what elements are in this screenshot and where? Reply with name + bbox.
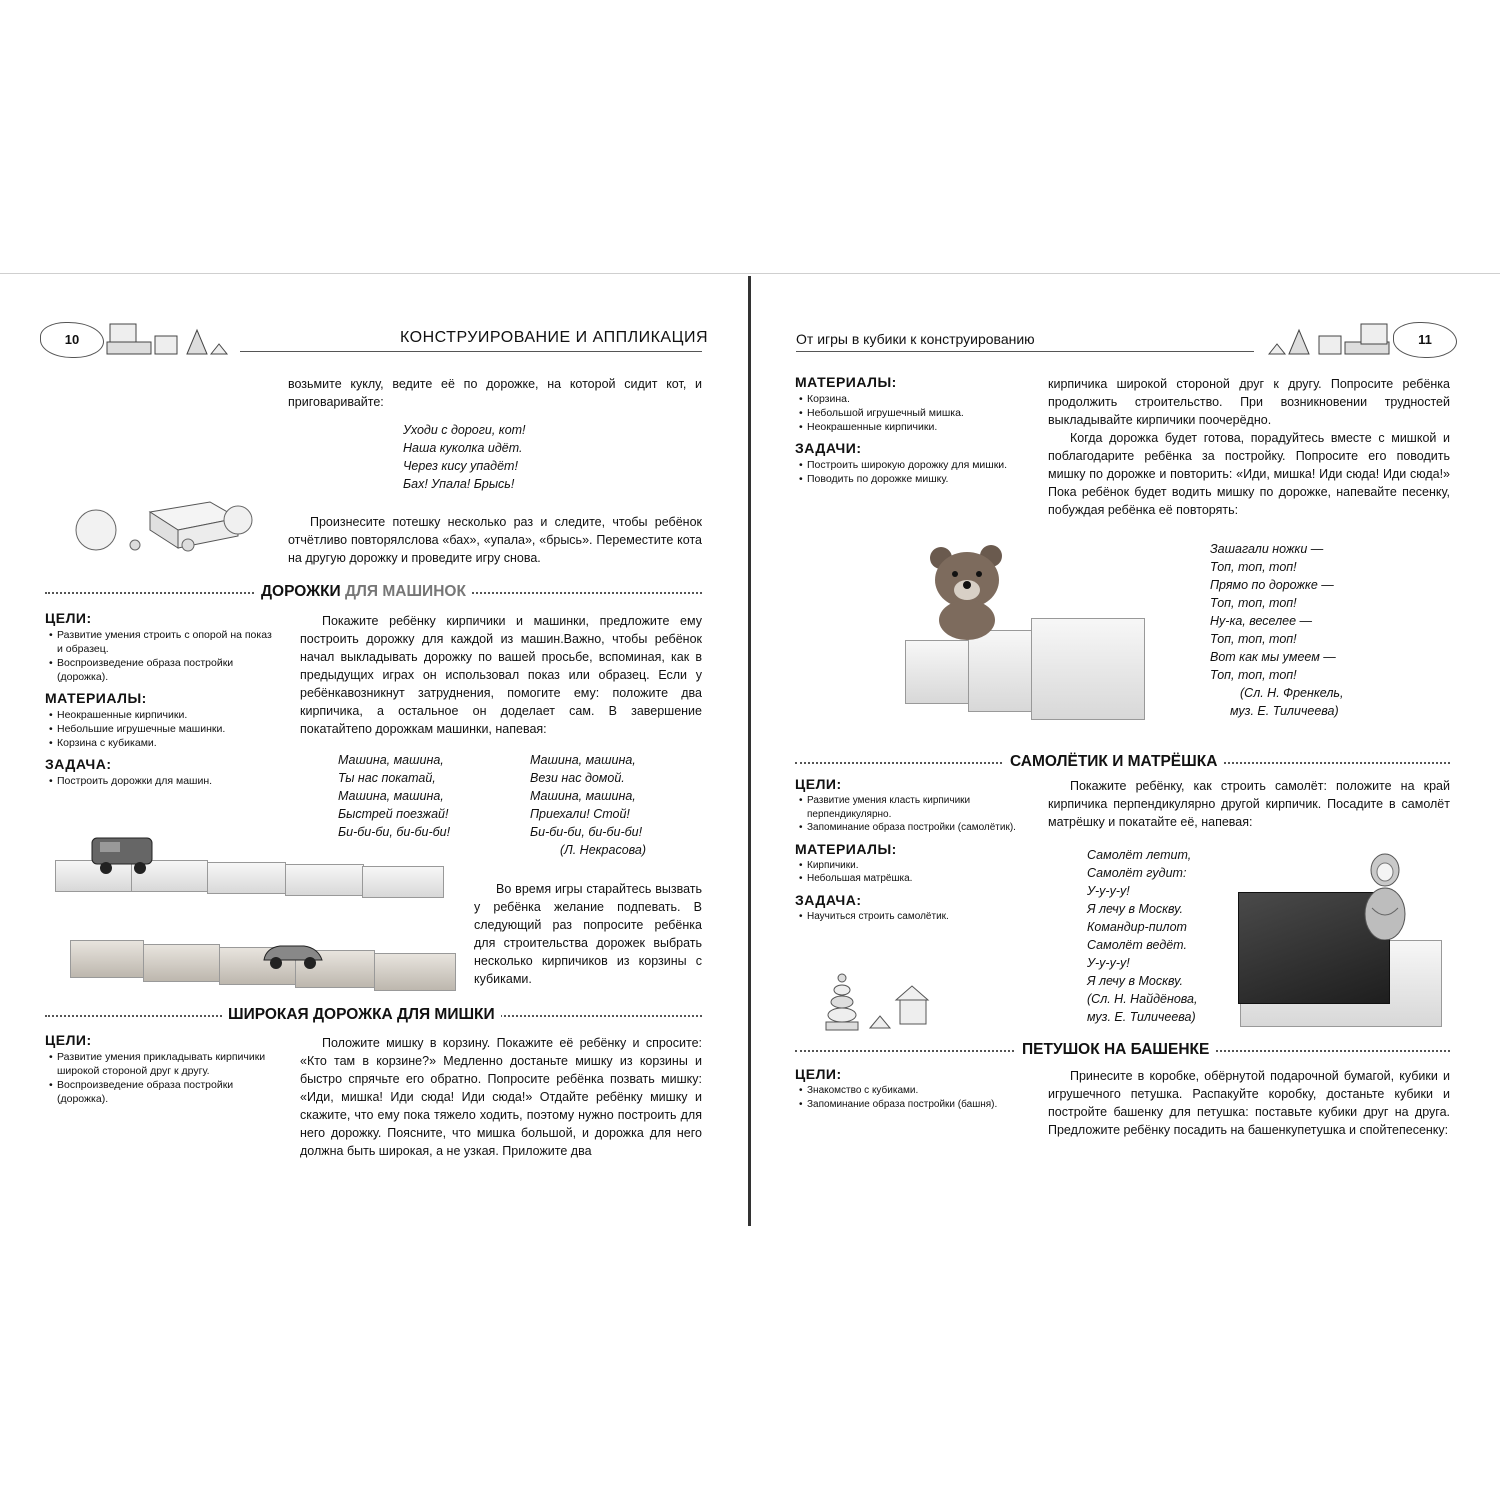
- list-item: • Запоминание образа постройки (самолётик).: [807, 821, 1020, 835]
- wide-road-text: [300, 1034, 702, 1160]
- balls-box-illustration: [60, 490, 260, 560]
- header-rule-left: [240, 351, 702, 352]
- list-item: • Воспроизведение образа постройки (дорожка).: [57, 1078, 275, 1106]
- poem-line: Машина, машина,: [530, 753, 636, 767]
- poem-line: Топ, топ, топ!: [1210, 560, 1297, 574]
- bear-poem: [1210, 540, 1343, 720]
- poem-credit: (Сл. Н. Френкель,: [1240, 686, 1344, 700]
- brick: [374, 953, 456, 991]
- list-item: • Построить дорожки для машин.: [57, 774, 275, 788]
- intro-paragraph: возьмите куклу, ведите её по дорожке, на которой сидит кот, и приговаривайте:: [288, 377, 702, 409]
- airplane-text: [1048, 777, 1450, 831]
- poem-line: Самолёт ведёт.: [1087, 938, 1187, 952]
- section-title-roads-for-cars: [255, 583, 472, 601]
- poem-line: Я лечу в Москву.: [1087, 974, 1183, 988]
- list-item: • Корзина с кубиками.: [57, 736, 275, 750]
- toy-car: [260, 938, 326, 972]
- list-item: • Научиться строить самолётик.: [807, 910, 1020, 924]
- poem-line: Би-би-би, би-би-би!: [530, 825, 643, 839]
- bear-text: [1048, 375, 1450, 519]
- intro-paragraph-2: Произнесите потешку несколько раз и следите, чтобы ребёнок отчётливо повторялслова «бах», «упала», «брысь». Переместите кота на другую дорожку и проведите игру снова.: [288, 515, 702, 565]
- rooster-text: [1048, 1067, 1450, 1139]
- blocks-illustration-header-left: [105, 318, 235, 360]
- list-item: • Развитие умения прикладывать кирпичики широкой стороной друг к другу.: [57, 1050, 275, 1078]
- poem-credit: (Л. Некрасова): [560, 843, 647, 857]
- list-item: • Построить широкую дорожку для мишки.: [807, 458, 1020, 472]
- list-item: • Поводить по дорожке мишку.: [807, 472, 1020, 486]
- section-title-part-light: ДЛЯ МАШИНОК: [345, 583, 466, 600]
- brick: [1031, 618, 1145, 720]
- sidebar-bear: [795, 368, 1020, 486]
- intro-text-block: [288, 375, 702, 411]
- list-item: • Развитие умения строить с опорой на показ и образец.: [57, 628, 275, 656]
- paragraph: Положите мишку в корзину. Покажите её ребёнку и спросите: «Кто там в корзине?» Медленно достаньте мишку из корзины и быстро спрячьте его обратно. Попросите ребёнка позвать мишку: «Иди, мишка! Иди сюда! Иди сюда!» Отдайте ребёнку мишку и скажите, что ему пока тяжело ходить, поэтому нужно построить для него дорожку. Поясните, что мишка большой, и дорожка для него должна быть широкая, а не узкая. Приложите два: [300, 1036, 702, 1158]
- list-item: • Запоминание образа постройки (башня).: [807, 1098, 1020, 1112]
- materials-label: МАТЕРИАЛЫ:: [795, 840, 897, 857]
- poem-line: Ну-ка, веселее —: [1210, 614, 1313, 628]
- list-item: • Небольшие игрушечные машинки.: [57, 722, 275, 736]
- list-item: • Неокрашенные кирпичики.: [807, 420, 1020, 434]
- poem-line: Я лечу в Москву.: [1087, 902, 1183, 916]
- list-item: • Небольшая матрёшка.: [807, 872, 1020, 886]
- paragraph: Покажите ребёнку, как строить самолёт: положите на край кирпичика перпендикулярно другой кирпичик. Посадите в самолёт матрёшку и покатайте её, напевая:: [1048, 779, 1450, 829]
- list-item: • Небольшой игрушечный мишка.: [807, 406, 1020, 420]
- running-title-left: КОНСТРУИРОВАНИЕ И АППЛИКАЦИЯ: [400, 329, 708, 346]
- toy-bear: [925, 540, 1011, 640]
- page-number-right: 11: [1393, 322, 1457, 358]
- poem-line: Би-би-би, би-би-би!: [338, 825, 451, 839]
- list-item: • Воспроизведение образа постройки (дорожка).: [57, 656, 275, 684]
- paragraph: Во время игры старайтесь вызвать у ребёнка желание подпевать. В следующий раз попросите ребёнка для строительства дорожек выбрать несколько кирпичиков из корзины с кубиками.: [474, 882, 702, 986]
- poem-line: Машина, машина,: [338, 789, 444, 803]
- poem-line: Машина, машина,: [338, 753, 444, 767]
- list-item: • Знакомство с кубиками.: [807, 1084, 1020, 1098]
- list-item: • Неокрашенные кирпичики.: [57, 708, 275, 722]
- sidebar-rooster: [795, 1060, 1020, 1111]
- section-title-airplane-and-matryoshka: САМОЛЁТИК И МАТРЁШКА: [1004, 753, 1223, 771]
- intro-text-block-2: [288, 513, 702, 567]
- poem-line: Топ, топ, топ!: [1210, 596, 1297, 610]
- brick: [143, 944, 220, 982]
- brick: [968, 630, 1032, 712]
- brick: [905, 640, 969, 704]
- book-spine: [748, 276, 751, 1226]
- task-label: ЗАДАЧА:: [795, 891, 862, 908]
- poem-line: Зашагали ножки —: [1210, 542, 1324, 556]
- poem-credit: (Сл. Н. Найдёнова,: [1087, 992, 1198, 1006]
- poem-line: Топ, топ, топ!: [1210, 632, 1297, 646]
- running-title-right: От игры в кубики к конструированию: [796, 331, 1035, 347]
- brick: [362, 866, 444, 898]
- goals-label: ЦЕЛИ:: [795, 776, 842, 792]
- brick: [207, 862, 286, 894]
- poem-line: У-у-у-у!: [1087, 956, 1130, 970]
- list-item: • Кирпичики.: [807, 859, 1020, 873]
- poem-line: Топ, топ, топ!: [1210, 668, 1297, 682]
- airplane-poem: [1087, 846, 1197, 1026]
- matryoshka-doll: [1362, 850, 1408, 940]
- poem-line: Ты нас покатай,: [338, 771, 436, 785]
- section-title-wide-road-for-bear: ШИРОКАЯ ДОРОЖКА ДЛЯ МИШКИ: [222, 1006, 501, 1024]
- intro-poem: [403, 421, 526, 493]
- roads-for-cars-text: [300, 612, 702, 738]
- header-rule-right: [796, 351, 1254, 352]
- poem-line: У-у-у-у!: [1087, 884, 1130, 898]
- paragraph: Когда дорожка будет готова, порадуйтесь вместе с мишкой и поблагодарите ребёнка за постройку. Попросите его поводить мишку по дорожке и повторить: «Иди, мишка! Иди сюда! Иди сюда!» Пока ребёнок будет водить мишку по дорожке, напевайте песенку, побуждая ребёнка её повторять:: [1048, 431, 1450, 517]
- materials-label: МАТЕРИАЛЫ:: [45, 690, 147, 706]
- page-top-edge: [0, 273, 1500, 274]
- poem-line: Вот как мы умеем —: [1210, 650, 1336, 664]
- goals-label: ЦЕЛИ:: [795, 1066, 842, 1082]
- toy-truck: [88, 832, 160, 876]
- poem-line: Быстрей поезжай!: [338, 807, 449, 821]
- poem-line: Через кису упадёт!: [403, 459, 518, 473]
- paragraph: Принесите в коробке, обёрнутой подарочной бумагой, кубики и игрушечного петушка. Распакуйте коробку, достаньте кубики и постройте башенку для петушка: поставьте кубики друг на друга. Предложите ребёнку посадить на башенкупетушка и спойтепесенку:: [1048, 1069, 1450, 1137]
- cars-poem-right: [530, 751, 646, 859]
- poem-credit: муз. Е. Тиличеева): [1230, 704, 1339, 718]
- roads-for-cars-text-2: [474, 880, 702, 988]
- sidebar-wide-road: [45, 1026, 275, 1106]
- section-title-rooster-on-tower: ПЕТУШОК НА БАШЕНКЕ: [1016, 1041, 1215, 1059]
- brick: [285, 864, 364, 896]
- materials-label: МАТЕРИАЛЫ:: [795, 374, 897, 390]
- poem-line: Наша куколка идёт.: [403, 441, 523, 455]
- paragraph: Покажите ребёнку кирпичики и машинки, предложите ему построить дорожку для каждой из машин.Важно, чтобы ребёнок начал выкладывать дорожку по вашей просьбе, вспоминая, как в предыдущих играх он использовал показ или образец. Если у ребёнкавозникнут затруднения, помогите ему: положите два кирпичика, а остальное он доделает сам. В завершение покатайтепо дорожкам машинки, напевая:: [300, 614, 702, 736]
- task-label: ЗАДАЧА:: [45, 756, 112, 772]
- poem-credit: муз. Е. Тиличеева): [1087, 1010, 1196, 1024]
- poem-line: Бах! Упала! Брысь!: [403, 477, 515, 491]
- poem-line: Вези нас домой.: [530, 771, 625, 785]
- list-item: • Развитие умения класть кирпичики перпендикулярно.: [807, 794, 1020, 821]
- brick: [70, 940, 144, 978]
- poem-line: Самолёт летит,: [1087, 848, 1192, 862]
- poem-line: Самолёт гудит:: [1087, 866, 1187, 880]
- pyramid-toys-illustration: [820, 970, 950, 1036]
- cars-poem-left: [338, 751, 450, 841]
- paragraph: кирпичика широкой стороной друг к другу. Попросите ребёнка продолжить строительство. При возникновении трудностей выкладывайте кирпичики поочерёдно.: [1048, 377, 1450, 427]
- poem-line: Машина, машина,: [530, 789, 636, 803]
- poem-line: Уходи с дороги, кот!: [403, 423, 526, 437]
- sidebar-airplane: [795, 770, 1020, 923]
- page-number-left: 10: [40, 322, 104, 358]
- goals-label: ЦЕЛИ:: [45, 610, 92, 626]
- blocks-illustration-header-right: [1263, 318, 1393, 360]
- poem-line: Приехали! Стой!: [530, 807, 630, 821]
- poem-line: Прямо по дорожке —: [1210, 578, 1334, 592]
- goals-label: ЦЕЛИ:: [45, 1032, 92, 1048]
- poem-line: Командир-пилот: [1087, 920, 1187, 934]
- section-title-part: ДОРОЖКИ: [261, 583, 341, 600]
- sidebar-roads-for-cars: [45, 604, 275, 788]
- list-item: • Корзина.: [807, 392, 1020, 406]
- tasks-label: ЗАДАЧИ:: [795, 440, 862, 456]
